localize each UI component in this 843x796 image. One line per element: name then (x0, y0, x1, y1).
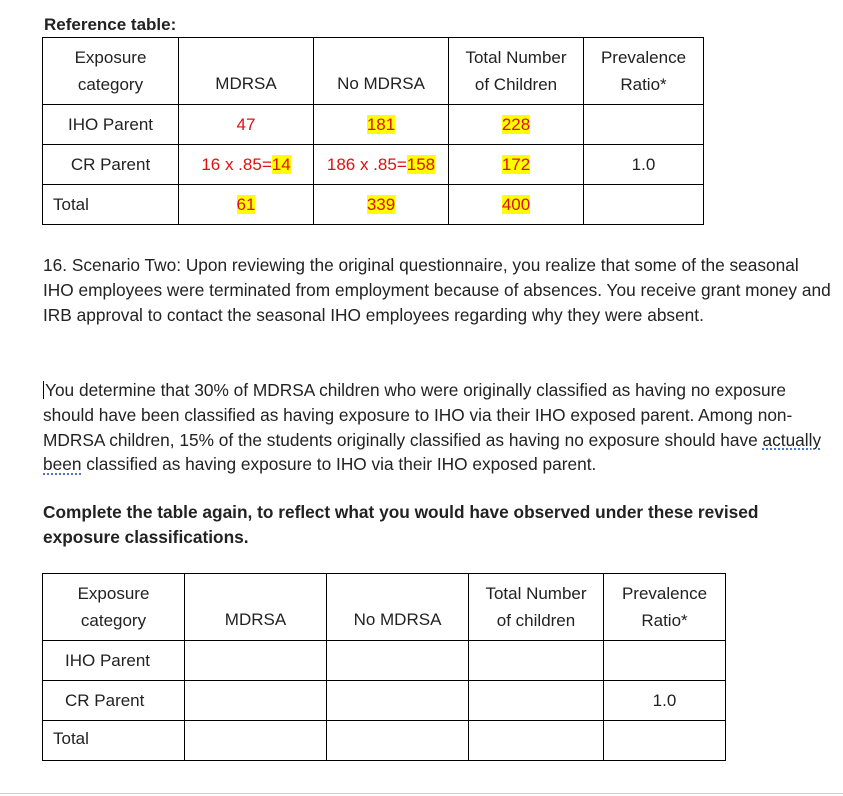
row-label: CR Parent (43, 145, 179, 185)
cell-no-mdrsa[interactable] (327, 681, 469, 721)
reference-header-row (43, 38, 704, 105)
row-label: IHO Parent (43, 641, 185, 681)
scenario-paragraph: 16. Scenario Two: Upon reviewing the original questionnaire, you realize that some of the seasonal IHO employees were terminated from employment because of absences. You receive grant money and IRB approval to contact the seasonal IHO employees regarding why they were absent. (43, 255, 831, 325)
cell-mdrsa[interactable] (185, 721, 327, 761)
table-row (43, 145, 704, 185)
row-label: Total (43, 721, 185, 761)
table-row (43, 641, 726, 681)
cell-prevalence-ratio[interactable] (604, 641, 726, 681)
cell-mdrsa[interactable] (185, 681, 327, 721)
cell-no-mdrsa[interactable] (327, 641, 469, 681)
grammar-squiggle[interactable]: actually been (43, 429, 822, 475)
text-cursor (43, 381, 44, 399)
cell-total[interactable] (469, 641, 604, 681)
table-row (43, 681, 726, 721)
cell-total[interactable] (469, 681, 604, 721)
header-no-mdrsa: No MDRSA (314, 38, 449, 105)
determine-paragraph: You determine that 30% of MDRSA children who were originally classified as having no exposure should have been classified as having exposure to IHO via their IHO exposed parent. Among non-MDRSA children, 15% of the students originally classified as having no exposure should have actually been classified as having exposure to IHO via their IHO exposed parent. (43, 380, 822, 475)
cell-mdrsa: 16 x .85=14 (179, 145, 314, 185)
page-divider (0, 793, 843, 794)
header-mdrsa: MDRSA (179, 38, 314, 105)
cell-no-mdrsa[interactable] (327, 721, 469, 761)
cell-prevalence-ratio[interactable]: 1.0 (604, 681, 726, 721)
cell-no-mdrsa: 339 (314, 185, 449, 225)
cell-mdrsa: 61 (179, 185, 314, 225)
reference-table (42, 37, 704, 225)
header-no-mdrsa: No MDRSA (327, 574, 469, 641)
blank-table (42, 573, 726, 761)
header-exposure-category: Exposure category (43, 38, 179, 105)
header-total-number: Total Number of children (469, 574, 604, 641)
cell-total[interactable] (469, 721, 604, 761)
cell-mdrsa: 47 (179, 105, 314, 145)
cell-prevalence-ratio (584, 185, 704, 225)
header-prevalence-ratio: Prevalence Ratio* (604, 574, 726, 641)
cell-no-mdrsa: 181 (314, 105, 449, 145)
row-label: IHO Parent (43, 105, 179, 145)
cell-total: 228 (449, 105, 584, 145)
header-mdrsa: MDRSA (185, 574, 327, 641)
cell-prevalence-ratio (584, 105, 704, 145)
cell-mdrsa[interactable] (185, 641, 327, 681)
header-total-number: Total Number of Children (449, 38, 584, 105)
cell-prevalence-ratio[interactable] (604, 721, 726, 761)
blank-header-row (43, 574, 726, 641)
cell-total: 172 (449, 145, 584, 185)
cell-prevalence-ratio: 1.0 (584, 145, 704, 185)
cell-no-mdrsa: 186 x .85=158 (314, 145, 449, 185)
row-label: CR Parent (43, 681, 185, 721)
table-row (43, 721, 726, 761)
header-prevalence-ratio: Prevalence Ratio* (584, 38, 704, 105)
reference-heading: Reference table: (44, 15, 177, 34)
instruction-paragraph: Complete the table again, to reflect what you would have observed under these revised exposure classifications. (43, 502, 759, 547)
row-label: Total (43, 185, 179, 225)
header-exposure-category: Exposure category (43, 574, 185, 641)
table-row (43, 105, 704, 145)
table-row (43, 185, 704, 225)
cell-total: 400 (449, 185, 584, 225)
